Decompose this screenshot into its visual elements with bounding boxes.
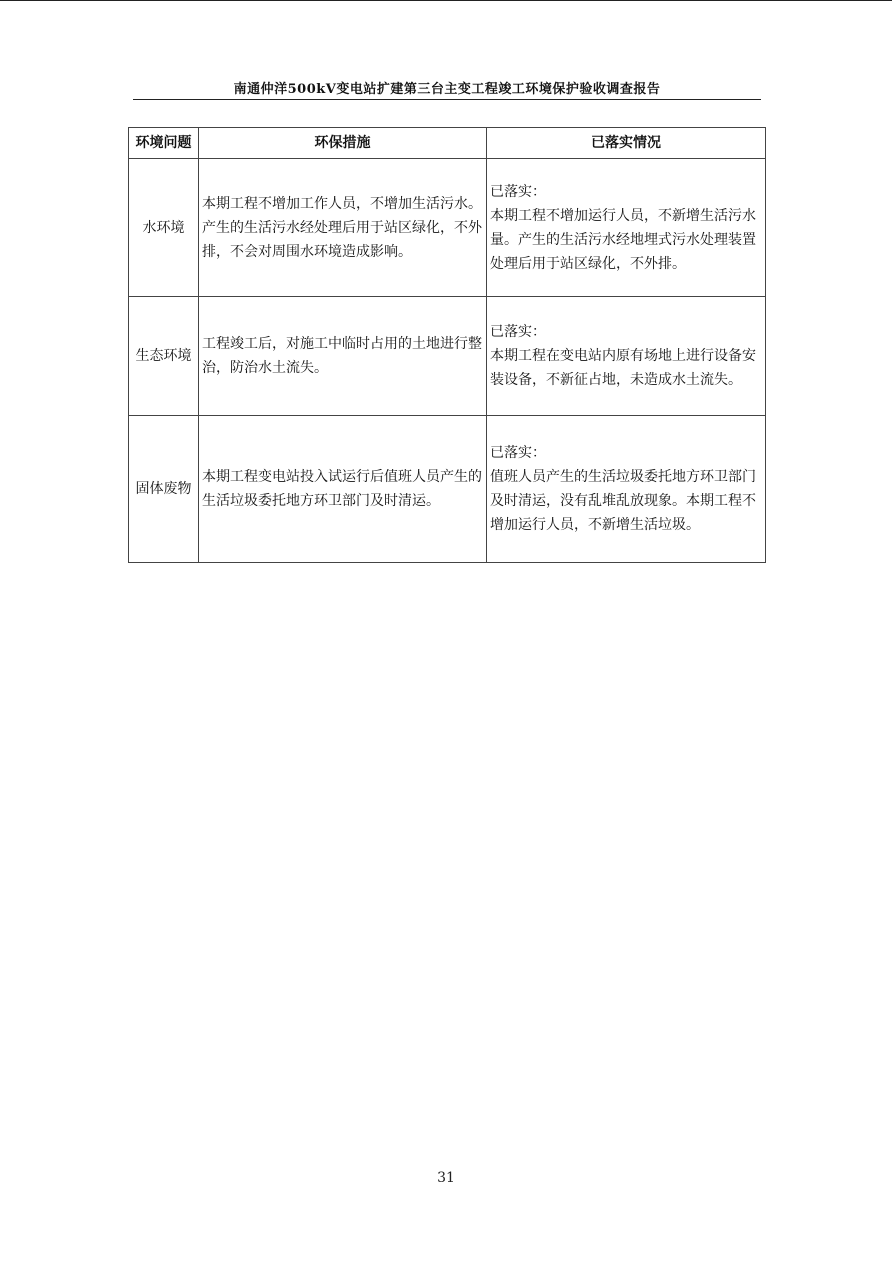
status-heading: 已落实： (490, 183, 546, 200)
table-row (129, 297, 766, 416)
measure-cell: 本期工程不增加工作人员，不增加生活污水。产生的生活污水经处理后用于站区绿化，不外排，不会对周围水环境造成影响。 (199, 159, 487, 297)
table-header-row (129, 128, 766, 159)
table-row (129, 416, 766, 563)
measure-cell: 工程竣工后，对施工中临时占用的土地进行整治，防治水土流失。 (199, 297, 487, 416)
status-heading: 已落实： (490, 324, 546, 340)
issue-cell: 生态环境 (129, 297, 199, 416)
status-cell (487, 297, 766, 416)
issue-cell: 固体废物 (129, 416, 199, 563)
environmental-measures-table (128, 127, 766, 563)
column-header-issue: 环境问题 (129, 128, 199, 159)
page-header-title: 南通仲洋500kV变电站扩建第三台主变工程竣工环境保护验收调查报告 (233, 82, 661, 97)
status-detail: 本期工程在变电站内原有场地上进行设备安装设备，不新征占地，未造成水土流失。 (490, 348, 756, 388)
column-header-measure: 环保措施 (199, 128, 487, 159)
page-top-border (0, 0, 892, 1)
status-heading: 已落实： (490, 445, 546, 461)
status-detail: 值班人员产生的生活垃圾委托地方环卫部门及时清运，没有乱堆乱放现象。本期工程不增加运行人员，不新增生活垃圾。 (490, 469, 756, 533)
table-row (129, 159, 766, 297)
header-rule (133, 99, 761, 100)
status-detail: 本期工程不增加运行人员，不新增生活污水量。产生的生活污水经地埋式污水处理装置处理后用于站区绿化，不外排。 (490, 207, 756, 272)
status-cell (487, 416, 766, 563)
page-number: 31 (437, 1170, 455, 1186)
issue-cell: 水环境 (129, 159, 199, 297)
column-header-status: 已落实情况 (487, 128, 766, 159)
measure-cell: 本期工程变电站投入试运行后值班人员产生的生活垃圾委托地方环卫部门及时清运。 (199, 416, 487, 563)
status-cell (487, 159, 766, 297)
